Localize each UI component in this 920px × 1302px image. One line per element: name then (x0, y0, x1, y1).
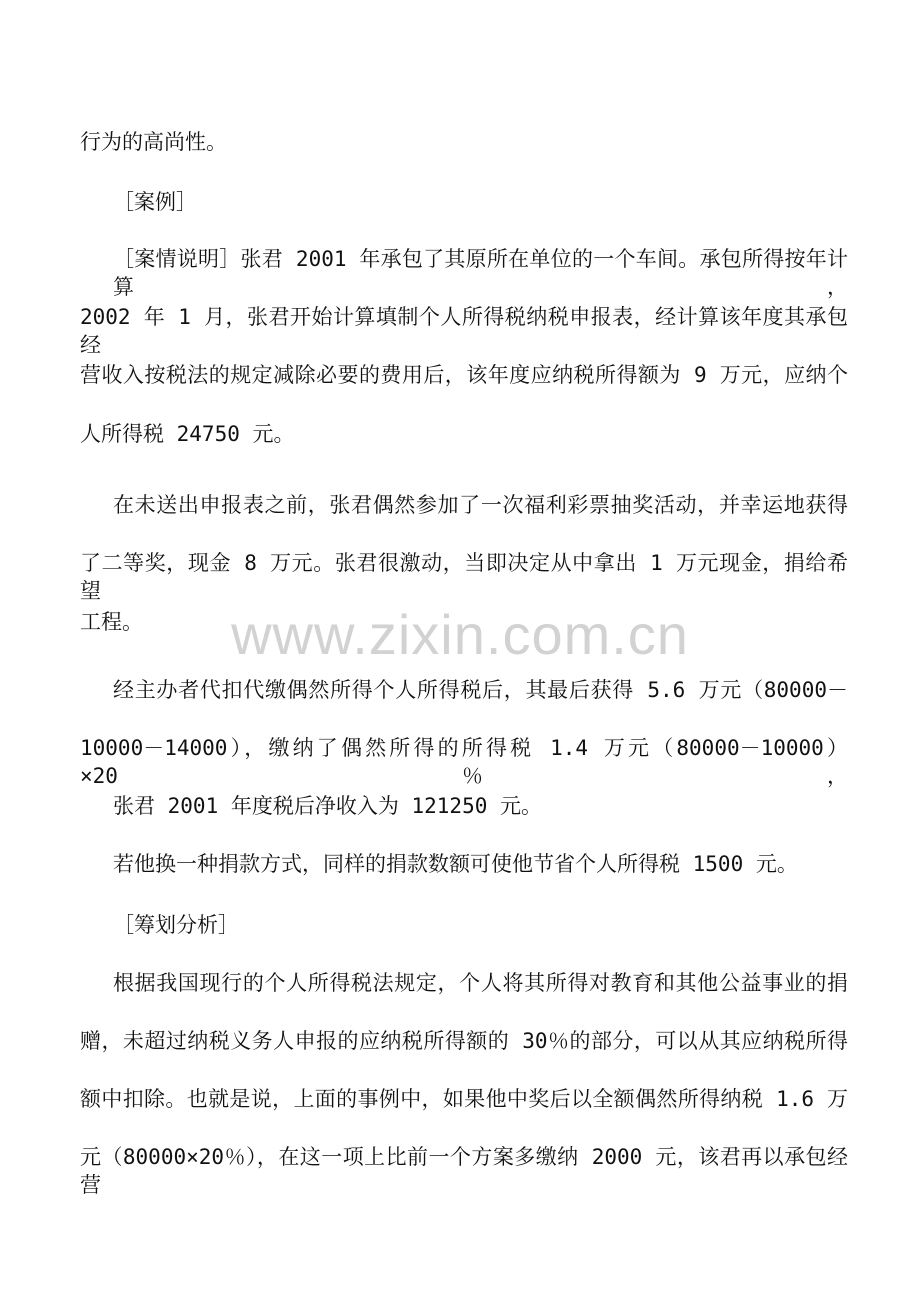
paragraph-line: 营收入按税法的规定减除必要的费用后，该年度应纳税所得额为 9 万元，应纳个 (80, 363, 848, 387)
paragraph-line: 根据我国现行的个人所得税法规定，个人将其所得对教育和其他公益事业的捐 (113, 971, 848, 995)
watermark-text: www.zixin.com.cn (231, 603, 689, 666)
paragraph-line: 10000－14000），缴纳了偶然所得的所得税 1.4 万元（80000－10000）×20％， (80, 736, 848, 788)
paragraph-line: 元（80000×20％），在这一项上比前一个方案多缴纳 2000 元，该君再以承包经营 (80, 1145, 848, 1197)
paragraph-line: 若他换一种捐款方式，同样的捐款数额可使他节省个人所得税 1500 元。 (113, 852, 798, 876)
section-heading-case: ［案例］ (113, 190, 197, 214)
paragraph-line: 2002 年 1 月，张君开始计算填制个人所得税纳税申报表，经计算该年度其承包经 (80, 305, 848, 357)
paragraph-line: 人所得税 24750 元。 (80, 422, 295, 446)
section-heading-analysis: ［筹划分析］ (113, 913, 239, 937)
paragraph-line: 工程。 (80, 610, 143, 634)
paragraph-line: 在未送出申报表之前，张君偶然参加了一次福利彩票抽奖活动，并幸运地获得 (113, 493, 848, 517)
paragraph-line: 了二等奖，现金 8 万元。张君很激动，当即决定从中拿出 1 万元现金，捐给希望 (80, 551, 848, 603)
paragraph-line: 赠，未超过纳税义务人申报的应纳税所得额的 30％的部分，可以从其应纳税所得 (80, 1029, 848, 1053)
paragraph-line: 额中扣除。也就是说，上面的事例中，如果他中奖后以全额偶然所得纳税 1.6 万 (80, 1087, 848, 1111)
paragraph-line: 经主办者代扣代缴偶然所得个人所得税后，其最后获得 5.6 万元（80000－ (113, 678, 848, 702)
paragraph-line: 行为的高尚性。 (80, 130, 227, 154)
paragraph-line: 张君 2001 年度税后净收入为 121250 元。 (113, 794, 543, 818)
paragraph-line: ［案情说明］张君 2001 年承包了其原所在单位的一个车间。承包所得按年计算， (113, 247, 848, 299)
